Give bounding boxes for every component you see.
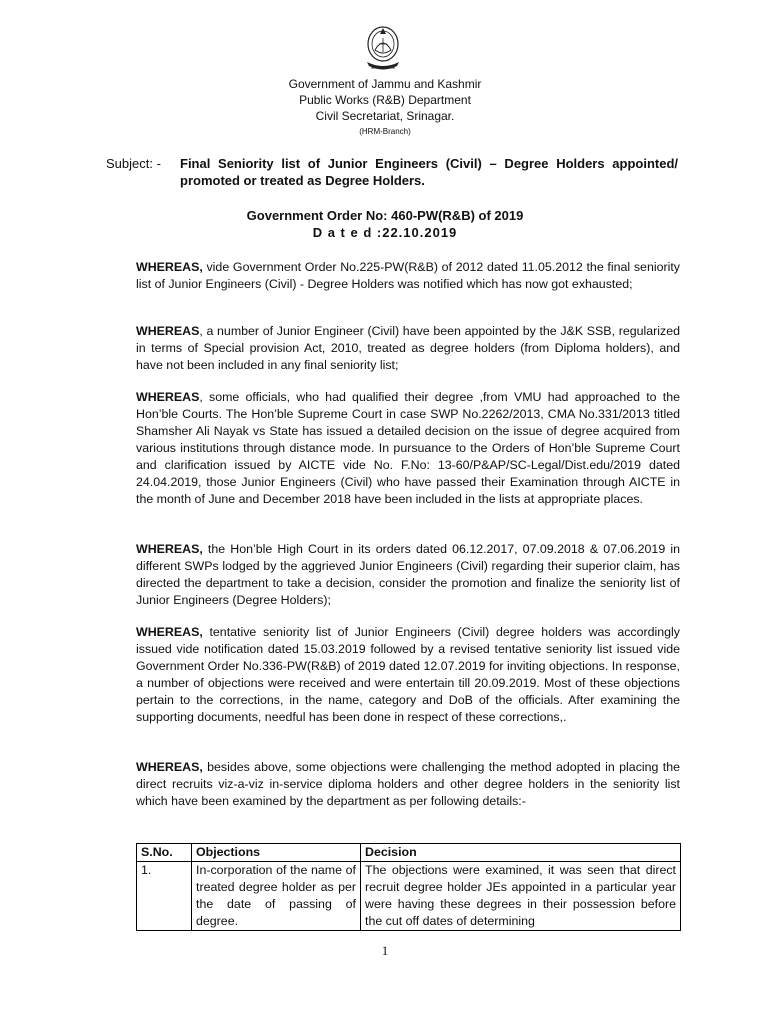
subject-label: Subject: - <box>106 156 161 171</box>
cell-decision: The objections were examined, it was seen that direct recruit degree holder JEs appointed in a particular year were having these degrees in their possession before the cut off dates of determining <box>361 862 681 931</box>
table-header-row <box>137 844 681 862</box>
column-header-objections: Objections <box>192 844 361 862</box>
header-department: Public Works (R&B) Department <box>299 93 471 107</box>
objections-table <box>136 843 681 931</box>
subject-text: Final Seniority list of Junior Engineers (Civil) – Degree Holders appointed/ promoted or treated as Degree Holders. <box>180 156 678 188</box>
whereas-lead: WHEREAS <box>136 390 200 404</box>
cell-objection: In-corporation of the name of treated degree holder as per the date of passing of degree. <box>192 862 361 931</box>
whereas-paragraph <box>136 759 680 810</box>
header-government: Government of Jammu and Kashmir <box>288 77 482 91</box>
whereas-lead: WHEREAS, <box>136 625 203 639</box>
paragraph-text: the Hon’ble High Court in its orders dated 06.12.2017, 07.09.2018 & 07.06.2019 in different SWPs lodged by the aggrieved Junior Engineers (Civil) regarding their superior claim, has directed the department to take a decision, consider the promotion and finalize the seniority list of Junior Engineers (Degree Holders); <box>136 542 680 607</box>
column-header-sno: S.No. <box>137 844 192 862</box>
page-number: 1 <box>381 943 389 958</box>
whereas-lead: WHEREAS, <box>136 260 203 274</box>
whereas-paragraph <box>136 389 680 508</box>
whereas-paragraph <box>136 259 680 293</box>
whereas-paragraph <box>136 624 680 726</box>
paragraph-text: , a number of Junior Engineer (Civil) have been appointed by the J&K SSB, regularized in terms of Special provision Act, 2010, treated as degree holders (from Diploma holders), and have not been included in any final seniority list; <box>136 324 680 372</box>
whereas-lead: WHEREAS, <box>136 760 203 774</box>
whereas-lead: WHEREAS, <box>136 542 203 556</box>
subject-block <box>106 155 678 189</box>
paragraph-text: vide Government Order No.225-PW(R&B) of 2012 dated 11.05.2012 the final seniority list of Junior Engineers (Civil) - Degree Holders was notified which has now got exhausted; <box>136 260 680 291</box>
whereas-paragraph <box>136 323 680 374</box>
cell-sno: 1. <box>137 862 192 931</box>
whereas-paragraph <box>136 541 680 609</box>
order-number: Government Order No: 460-PW(R&B) of 2019 <box>246 208 524 223</box>
state-emblem-icon <box>363 22 403 78</box>
paragraph-text: , some officials, who had qualified their degree ,from VMU had approached to the Hon’ble Courts. The Hon’ble Supreme Court in case SWP No.2262/2013, CMA No.331/2013 titled Shamsher Ali Nayak vs State has issued a detailed decision on the issue of degree acquired from various institutions through distance mode. In pursuance to the Orders of Hon’ble Supreme Court and clarification issued by AICTE vide No. F.No: 13-60/P&AP/SC-Legal/Dist.edu/2019 dated 24.04.2019, those Junior Engineers (Civil) who have passed their Examination through AICTE in the month of June and December 2018 have been included in the lists at appropriate places. <box>136 390 680 506</box>
table-row <box>137 862 681 931</box>
paragraph-text: besides above, some objections were challenging the method adopted in placing the direct recruits viz-a-viz in-service diploma holders and other degree holders in the seniority list which have been examined by the department as per following details:- <box>136 760 680 808</box>
order-date: D a t e d :22.10.2019 <box>312 225 458 240</box>
header-branch: (HRM-Branch) <box>359 127 411 136</box>
column-header-decision: Decision <box>361 844 681 862</box>
whereas-lead: WHEREAS <box>136 324 200 338</box>
paragraph-text: tentative seniority list of Junior Engineers (Civil) degree holders was accordingly issued vide notification dated 15.03.2019 followed by a revised tentative seniority list issued vide Government Order No.336-PW(R&B) of 2019 dated 12.07.2019 for inviting objections. In response, a number of objections were received and were entertain till 20.09.2019. Most of these objections pertain to the corrections, in the name, category and DoB of the officials. After examining the supporting documents, needful has been done in respect of these corrections,. <box>136 625 680 724</box>
header-secretariat: Civil Secretariat, Srinagar. <box>315 109 455 123</box>
